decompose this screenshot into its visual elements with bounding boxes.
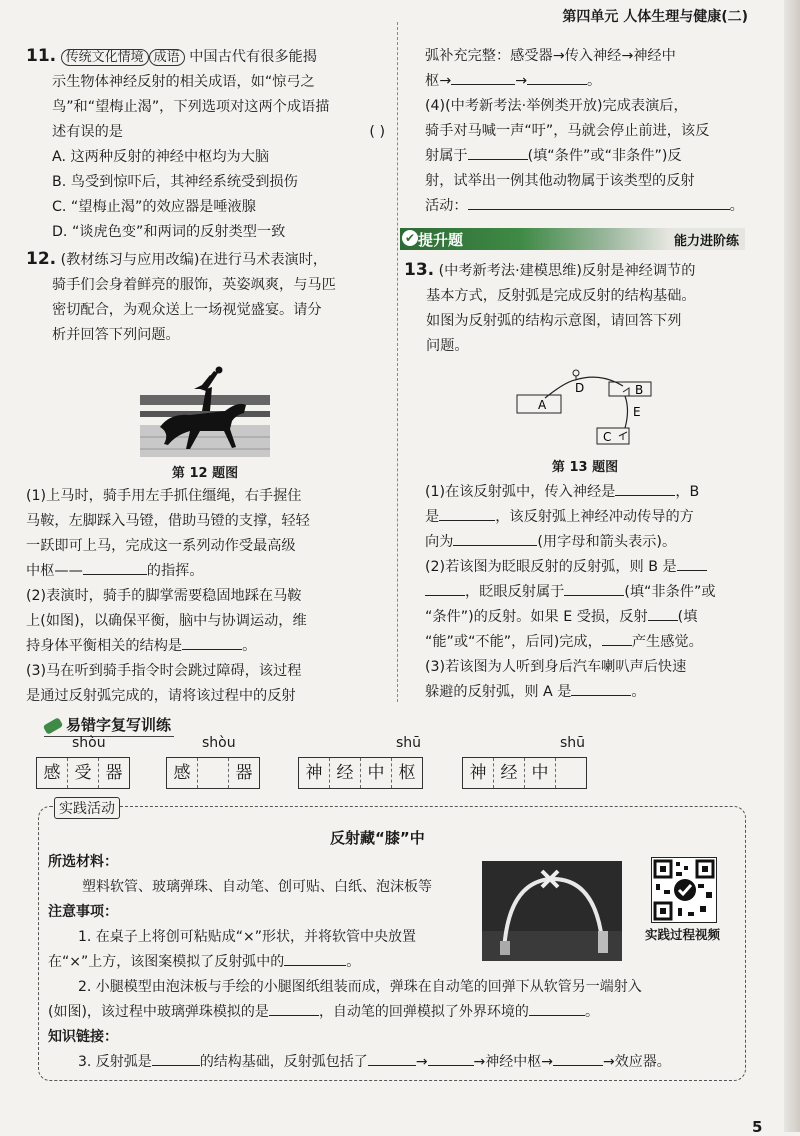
q13-s1-d: ，该反射弧上神经冲动传导的方 <box>495 509 694 525</box>
q13-subquestions <box>425 480 755 705</box>
q13-figure-caption: 第 13 题图 <box>551 460 619 475</box>
q13-s2-d: “条件”)的反射。如果 E 受损，反射 <box>425 609 648 625</box>
q13-s1-a: (1)在该反射弧中，传入神经是 <box>425 484 616 500</box>
link-text-2: 的结构基础，反射弧包括了 <box>199 1054 368 1070</box>
q11-text-3: 鸟”和“望梅止渴”，下列选项对这两个成语描 <box>52 99 330 115</box>
q11-text-4: 述有误的是 <box>52 124 123 140</box>
diagram-label-d: D <box>575 381 585 395</box>
note-2-line-1: 2. 小腿模型由泡沫板与手绘的小腿图纸组装而成，弹珠在自动笔的回弹下从软管另一端射入 <box>78 979 642 995</box>
q13-s2-b: ，眨眼反射属于 <box>465 584 565 600</box>
materials-list: 塑料软管、玻璃弹珠、自动笔、创可贴、白纸、泡沫板等 <box>82 879 432 895</box>
qr-caption: 实践过程视频 <box>645 927 721 942</box>
q11-tag-context: 传统文化情境 <box>61 49 149 66</box>
pinyin-3: shū <box>396 735 422 751</box>
note-2-end: 。 <box>584 1004 599 1020</box>
diagram-label-e: E <box>633 405 641 419</box>
q12-s1-b: 马鞍，左脚踩入马镫，借助马镫的支撑，轻轻 <box>26 513 310 529</box>
q11-option-a: A. 这两种反射的神经中枢均为大脑 <box>52 149 270 165</box>
q13-blank-7[interactable] <box>648 606 678 621</box>
q13-blank-6[interactable] <box>564 581 624 596</box>
note-1-end: 。 <box>346 954 361 970</box>
char-cell[interactable] <box>556 758 586 788</box>
q12-s4-f: 活动： <box>425 198 468 214</box>
q12-s2-b: 上(如图)，以确保平衡，脑中与协调运动，维 <box>26 613 307 629</box>
link-label: 知识链接： <box>48 1029 118 1045</box>
q11-text-2: 示生物体神经反射的相关成语，如“惊弓之 <box>52 74 315 90</box>
pinyin-2: shòu <box>202 735 236 751</box>
pinyin-4: shū <box>560 735 586 751</box>
q12-s4-a: (4)(中考新考法·举例类开放)完成表演后， <box>425 98 688 114</box>
q13-text-2: 基本方式，反射弧是完成反射的结构基础。 <box>426 288 696 304</box>
q12-s1-a: (1)上马时，骑手用左手抓住缰绳，右手握住 <box>26 488 302 504</box>
q11-tag-idiom: 成语 <box>149 49 185 66</box>
q13-blank-9[interactable] <box>571 681 631 696</box>
char-cell[interactable]: 受 <box>68 758 99 788</box>
char-cell[interactable]: 中 <box>525 758 556 788</box>
column-divider <box>397 22 398 702</box>
banner-label: 提升题 <box>418 231 464 249</box>
q13-s3-a: (3)若该图为人听到身后汽车喇叭声后快速 <box>425 659 687 675</box>
q13-blank-8[interactable] <box>602 631 632 646</box>
char-grid-3 <box>298 757 423 789</box>
activity-tag: 实践活动 <box>54 797 120 819</box>
activity-blank-6[interactable] <box>428 1051 474 1066</box>
q13-blank-2[interactable] <box>439 506 495 521</box>
char-cell[interactable]: 器 <box>235 763 253 783</box>
activity-photo <box>482 861 622 961</box>
char-cell[interactable]: 神 <box>463 758 494 788</box>
q12-s3-f: 。 <box>586 73 602 89</box>
practice-title-underline <box>44 736 174 737</box>
link-text-1: 3. 反射弧是 <box>78 1054 152 1070</box>
page-edge-shadow <box>784 0 800 1132</box>
q11-number: 11. <box>26 46 57 66</box>
q11-answer-paren[interactable]: ( ) <box>369 124 385 140</box>
q12-s3-b: 是通过反射弧完成的，请将该过程中的反射 <box>26 688 296 704</box>
q13-blank-4[interactable] <box>677 556 707 571</box>
q12-s3-d: 枢→ <box>425 73 452 89</box>
diagram-label-a: A <box>538 398 547 412</box>
note-1-line-1: 1. 在桌子上将创可粘贴成“×”形状，并将软管中央放置 <box>78 929 417 945</box>
notes-label: 注意事项： <box>48 904 118 920</box>
q12-s4-b: 骑手对马喊一声“吁”，马就会停止前进，该反 <box>425 123 710 139</box>
diagram-label-c: C <box>603 430 612 444</box>
activity-blank-4[interactable] <box>152 1051 200 1066</box>
activity-title: 反射藏“膝”中 <box>330 829 425 847</box>
note-2-line-2: (如图)，该过程中玻璃弹珠模拟的是 <box>48 1004 269 1020</box>
q12-text-4: 析并回答下列问题。 <box>52 327 180 343</box>
char-cell[interactable]: 感 <box>37 758 68 788</box>
activity-blank-5[interactable] <box>368 1051 416 1066</box>
q12-s4-g: 。 <box>729 198 744 214</box>
q12-s4-c: 射属于 <box>425 148 468 164</box>
q12-text-3: 密切配合，为观众送上一场视觉盛宴。请分 <box>52 302 322 318</box>
practice-section-title <box>44 714 171 735</box>
char-cell[interactable]: 器 <box>105 763 123 783</box>
q12-s2-d: 。 <box>242 638 257 654</box>
q13-blank-1[interactable] <box>615 481 675 496</box>
q13-stem <box>404 258 754 359</box>
activity-blank-2[interactable] <box>269 1001 319 1016</box>
q11-option-b: B. 鸟受到惊吓后，其神经系统受到损伤 <box>52 174 298 190</box>
left-column <box>26 44 391 348</box>
activity-blank-7[interactable] <box>553 1051 603 1066</box>
q13-blank-5[interactable] <box>425 581 465 596</box>
note-2-line-3: ，自动笔的回弹模拟了外界环境的 <box>318 1004 529 1020</box>
unit-header: 第四单元 人体生理与健康(二) <box>562 9 748 25</box>
q11-option-c: C. “望梅止渴”的效应器是唾液腺 <box>52 199 256 215</box>
q12-s2-a: (2)表演时，骑手的脚掌需要稳固地踩在马鞍 <box>26 588 302 604</box>
q13-s2-c: (填“非条件”或 <box>624 584 716 600</box>
q12-blank-6[interactable] <box>468 195 730 210</box>
qr-code-icon[interactable] <box>651 857 717 923</box>
q13-text-4: 问题。 <box>426 338 469 354</box>
reflex-arc-diagram <box>505 360 675 450</box>
q13-s3-c: 。 <box>631 684 646 700</box>
q13-s1-b: ，B <box>675 484 700 500</box>
q13-s1-f: (用字母和箭头表示)。 <box>537 534 677 550</box>
check-icon: ✔ <box>402 230 418 246</box>
q12-s3-c: 弧补充完整：感受器→传入神经→神经中 <box>425 48 676 64</box>
q13-text-1: (中考新考法·建模思维)反射是神经调节的 <box>438 263 696 279</box>
q12-blank-3[interactable] <box>451 70 515 85</box>
q12-s3-a: (3)马在听到骑手指令时会跳过障碍，该过程 <box>26 663 302 679</box>
activity-blank-1[interactable] <box>284 951 346 966</box>
q11-option-d: D. “谈虎色变”和两词的反射类型一致 <box>52 224 286 240</box>
char-cell[interactable] <box>198 758 229 788</box>
q13-s2-f: “能”或“不能”，后同)完成， <box>425 634 602 650</box>
materials-label: 所选材料： <box>48 854 118 870</box>
q12-s1-d: 中枢—— <box>26 563 83 579</box>
advanced-banner <box>400 228 745 250</box>
q12-s3-e: → <box>515 73 527 89</box>
q13-s2-g: 产生感觉。 <box>631 634 703 650</box>
diagram-label-b: B <box>635 383 644 397</box>
char-cell[interactable]: 中 <box>361 758 392 788</box>
char-cell[interactable]: 神 <box>299 758 330 788</box>
horse-rider-figure <box>140 365 270 457</box>
q12-figure-caption: 第 12 题图 <box>171 466 239 481</box>
char-cell[interactable]: 感 <box>167 758 198 788</box>
link-text-3: → <box>415 1054 428 1070</box>
char-cell[interactable]: 经 <box>494 758 525 788</box>
q13-s1-c: 是 <box>425 509 440 525</box>
q12-subquestions <box>26 484 391 709</box>
q12-blank-2[interactable] <box>182 635 242 650</box>
note-1-line-2: 在“×”上方，该图案模拟了反射弧中的 <box>48 954 285 970</box>
q13-number: 13. <box>404 260 435 280</box>
q12-s1-e: 的指挥。 <box>146 563 204 579</box>
page-number: 5 <box>752 1118 763 1136</box>
q12-s4-d: (填“条件”或“非条件”)反 <box>527 148 682 164</box>
q12-number: 12. <box>26 249 57 269</box>
pen-icon <box>43 717 64 735</box>
q13-s3-b: 躲避的反射弧，则 A 是 <box>425 684 572 700</box>
q13-s1-e: 向为 <box>425 534 454 550</box>
q13-s2-e: (填 <box>677 609 698 625</box>
right-column-top <box>425 44 755 219</box>
q12-text-2: 骑手们会身着鲜亮的服饰，英姿飒爽，与马匹 <box>52 277 336 293</box>
activity-blank-3[interactable] <box>529 1001 585 1016</box>
practice-title-text: 易错字复写训练 <box>66 716 172 734</box>
char-grid-1 <box>36 757 130 789</box>
q13-blank-3[interactable] <box>453 531 537 546</box>
link-text-5: →效应器。 <box>603 1054 671 1070</box>
q12-s4-e: 射，试举出一例其他动物属于该类型的反射 <box>425 173 695 189</box>
q12-blank-1[interactable] <box>83 560 147 575</box>
q12-s2-c: 持身体平衡相关的结构是 <box>26 638 183 654</box>
q12-blank-4[interactable] <box>527 70 587 85</box>
link-text-4: →神经中枢→ <box>473 1054 554 1070</box>
q12-s1-c: 一跃即可上马，完成这一系列动作受最高级 <box>26 538 296 554</box>
char-grid-2 <box>166 757 260 789</box>
char-cell[interactable]: 经 <box>330 758 361 788</box>
pinyin-1: shòu <box>72 735 106 751</box>
char-grid-4 <box>462 757 587 789</box>
q13-s2-a: (2)若该图为眨眼反射的反射弧，则 B 是 <box>425 559 677 575</box>
q12-text-1: (教材练习与应用改编)在进行马术表演时， <box>60 252 328 268</box>
char-cell[interactable]: 枢 <box>398 763 416 783</box>
q11-text-1: 中国古代有很多能揭 <box>189 49 317 65</box>
q13-text-3: 如图为反射弧的结构示意图，请回答下列 <box>426 313 682 329</box>
banner-right-label: 能力进阶练 <box>673 234 739 249</box>
q12-blank-5[interactable] <box>468 145 528 160</box>
